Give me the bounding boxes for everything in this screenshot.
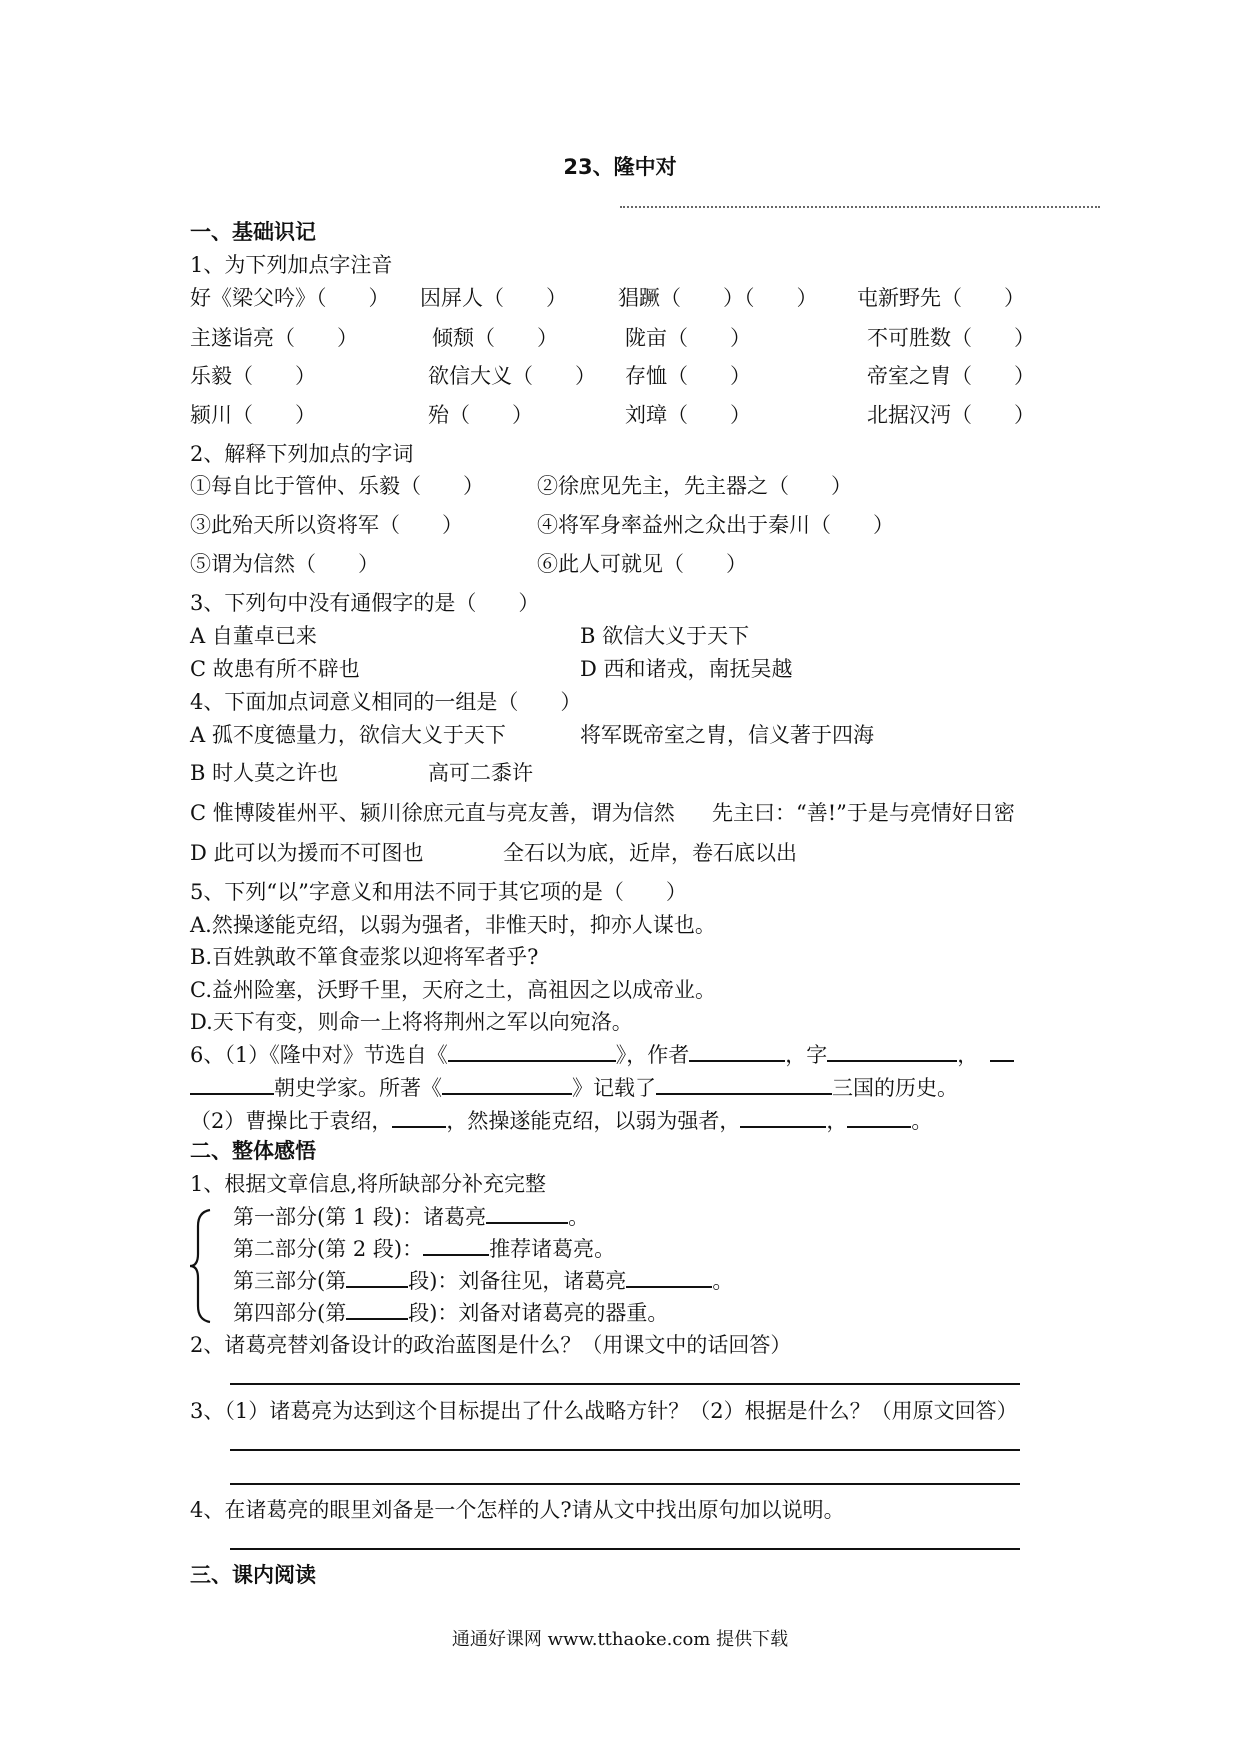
q6-text: 。 [911,1109,933,1133]
section-3-heading: 三、课内阅读 [190,1563,316,1587]
q1-item: 颍川（ ） [190,403,316,427]
q6-text: ，然操遂能克绍，以弱为强者， [446,1109,741,1133]
section-1-heading: 一、基础识记 [190,220,316,244]
part-text: 第一部分(第 1 段)：诸葛亮 [233,1205,487,1229]
q1-item: 乐毅（ ） [190,364,316,388]
answer-blank[interactable] [346,1298,408,1320]
answer-blank[interactable] [486,1202,568,1224]
q1-item: 主遂诣亮（ ） [190,326,358,350]
q5-label: 5、下列“以”字意义和用法不同于其它项的是（ ） [190,880,687,904]
answer-line[interactable] [230,1383,1020,1385]
q5-option-c: C.益州险塞，沃野千里，天府之土，高祖因之以成帝业。 [190,978,716,1002]
part-text: 推荐诸葛亮。 [489,1237,616,1261]
q5-option-a: A.然操遂能克绍，以弱为强者，非惟天时，抑亦人谋也。 [190,913,716,937]
s2-part-1 [233,1202,589,1231]
answer-line[interactable] [230,1483,1020,1485]
q3-option-d: D 西和诸戎，南抚吴越 [580,657,793,681]
q4-option-a-right: 将军既帝室之胄，信义著于四海 [580,723,874,747]
part-text: 第二部分(第 2 段)： [233,1237,424,1261]
q1-item: 帝室之胄（ ） [867,364,1035,388]
q5-option-b: B.百姓孰敢不箪食壶浆以迎将军者乎? [190,945,539,969]
answer-blank[interactable] [448,1040,616,1062]
q1-item: 陇亩（ ） [625,326,751,350]
part-text: 第四部分(第 [233,1301,347,1325]
q1-item: 欲信大义（ ） [428,364,596,388]
part-text: 段)：刘备对诸葛亮的器重。 [408,1301,669,1325]
answer-line[interactable] [230,1548,1020,1550]
q4-option-b-left: B 时人莫之许也 [190,761,339,785]
q6-text: ， [826,1109,848,1133]
answer-blank[interactable] [847,1106,911,1128]
answer-blank[interactable] [442,1073,572,1095]
q6-line-3 [190,1106,932,1135]
q6-text: 朝史学家。所著《 [274,1076,442,1100]
q3-option-b: B 欲信大义于天下 [580,624,750,648]
answer-blank[interactable] [740,1106,826,1128]
answer-blank[interactable] [346,1266,408,1288]
q1-item: 因屏人（ ） [420,286,567,310]
q6-text: 三国的历史。 [832,1076,958,1100]
section-2-heading: 二、整体感悟 [190,1139,316,1163]
q2-item: ④将军身率益州之众出于秦川（ ） [537,513,894,537]
answer-blank[interactable] [626,1266,712,1288]
q2-item: ⑤谓为信然（ ） [190,552,379,576]
s2-part-3 [233,1266,733,1295]
q6-text: ， [957,1043,979,1067]
q1-item: 好《梁父吟》（ ） [190,286,390,310]
q4-option-b-right: 高可二黍许 [428,761,533,785]
part-text: 。 [712,1269,734,1293]
answer-blank[interactable] [423,1234,489,1256]
s2-q1-label: 1、根据文章信息,将所缺部分补充完整 [190,1172,547,1196]
q1-item: 北据汉沔（ ） [867,403,1035,427]
part-text: 第三部分(第 [233,1269,347,1293]
answer-blank[interactable] [689,1040,785,1062]
q6-text: （2）曹操比于袁绍， [190,1109,393,1133]
q1-item: 刘璋（ ） [625,403,751,427]
q6-line-1 [190,1040,1014,1069]
q5-option-d: D.天下有变，则命一上将将荆州之军以向宛洛。 [190,1010,633,1034]
q2-item: ①每自比于管仲、乐毅（ ） [190,474,484,498]
q1-item: 不可胜数（ ） [867,326,1035,350]
answer-blank[interactable] [656,1073,832,1095]
s2-q3-text: 3、（1）诸葛亮为达到这个目标提出了什么战略方针？（2）根据是什么？（用原文回答） [190,1399,1018,1423]
dotted-divider [620,206,1100,208]
q2-item: ③此殆天所以资将军（ ） [190,513,463,537]
q1-item: 存恤（ ） [625,364,751,388]
q6-line-2 [190,1073,958,1102]
q4-option-d-right: 全石以为底，近岸，卷石底以出 [503,841,797,865]
q1-item: 殆（ ） [428,403,533,427]
q6-text: ，字 [785,1043,828,1067]
answer-line[interactable] [230,1449,1020,1451]
q3-label: 3、下列句中没有通假字的是（ ） [190,591,540,615]
q4-option-c-right: 先主曰：“善!”于是与亮情好日密 [712,801,1015,825]
q6-text: 》记载了 [572,1076,656,1100]
s2-part-2 [233,1234,615,1263]
answer-blank[interactable] [190,1073,274,1095]
q2-label: 2、解释下列加点的字词 [190,442,414,466]
q4-option-d-left: D 此可以为援而不可图也 [190,841,424,865]
brace-icon [186,1206,216,1326]
q3-option-c: C 故患有所不辟也 [190,657,360,681]
answer-blank[interactable] [392,1106,446,1128]
q1-item: 猖蹶（ ）（ ） [618,286,818,310]
page-footer: 通通好课网 www.tthaoke.com 提供下载 [451,1629,789,1650]
page-title: 23、隆中对 [563,155,677,179]
q3-option-a: A 自董卓已来 [190,624,317,648]
answer-blank[interactable] [827,1040,957,1062]
s2-part-4 [233,1298,668,1327]
part-text: 。 [568,1205,590,1229]
q1-item: 倾颓（ ） [432,326,558,350]
q1-item: 屯新野先（ ） [857,286,1025,310]
q6-text: 6、（1）《隆中对》节选自《 [190,1043,448,1067]
q4-option-a-left: A 孤不度德量力，欲信大义于天下 [190,723,506,747]
q1-label: 1、为下列加点字注音 [190,253,393,277]
part-text: 段)：刘备往见，诸葛亮 [408,1269,627,1293]
s2-q2-text: 2、诸葛亮替刘备设计的政治蓝图是什么？（用课文中的话回答） [190,1333,792,1357]
q6-text: 》，作者 [615,1043,690,1067]
q4-label: 4、下面加点词意义相同的一组是（ ） [190,690,582,714]
s2-q4-text: 4、在诸葛亮的眼里刘备是一个怎样的人?请从文中找出原句加以说明。 [190,1498,845,1522]
q4-option-c-left: C 惟博陵崔州平、颍川徐庶元直与亮友善，谓为信然 [190,801,675,825]
answer-blank[interactable] [990,1040,1014,1062]
q2-item: ⑥此人可就见（ ） [537,552,747,576]
q2-item: ②徐庶见先主，先主器之（ ） [537,474,852,498]
